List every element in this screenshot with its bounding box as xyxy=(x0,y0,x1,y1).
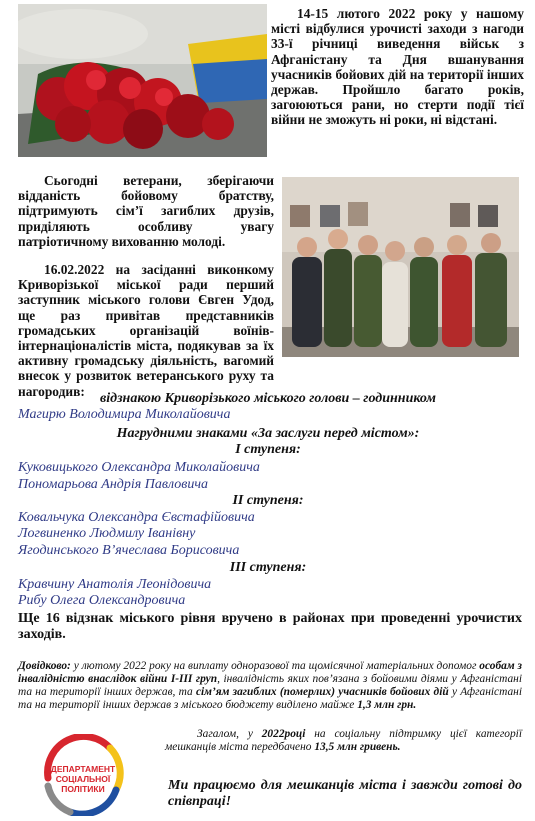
group-illustration xyxy=(282,177,519,357)
award-mayor-heading: відзнакою Криворізького міського голови – годинником xyxy=(100,391,436,406)
award-mayor-recipient: Магирю Володимира Миколайовича xyxy=(18,407,231,422)
flowers-photo xyxy=(18,4,267,157)
degree-3-name: Рибу Олега Олександровича xyxy=(18,593,186,608)
veterans-paragraph: Сьогодні ветерани, зберігаючи відданість бойовому братству, підтримують сім’ї загиблих друзів, приділяють особливу увагу патріотичному вихованню молоді. xyxy=(18,173,274,249)
degree-2-heading: II ступеня: xyxy=(232,493,304,508)
degree-3-name: Кравчину Анатолія Леонідовича xyxy=(18,577,212,592)
degree-2-name: Логвиненко Людмилу Іванівну xyxy=(18,526,196,541)
note-text: у Афганістані та на території інших держав з міського бюджету виділено майже xyxy=(18,686,522,711)
department-logo xyxy=(40,734,126,816)
awards-total-paragraph: Ще 16 відзнак міського рівня вручено в районах при проведенні урочистих заходів. xyxy=(18,611,522,642)
note-emphasis: сім’ям загиблих (померлих) учасників бойових дій xyxy=(195,686,449,698)
flowers-illustration xyxy=(18,4,267,157)
degree-1-name: Пономарьова Андрія Павловича xyxy=(18,477,209,492)
note-sum: 13,5 млн гривень. xyxy=(314,741,401,753)
degree-1-name: Куковицького Олександра Миколайовича xyxy=(18,460,260,475)
note-emphasis: особам з інвалідністю внаслідок війни I-III груп xyxy=(18,660,522,685)
closing-statement: Ми працюємо для мешканців міста і завжди готові до співпраці! xyxy=(168,778,522,809)
logo-line-2: СОЦІАЛЬНОЇ xyxy=(55,774,111,784)
note-text: , інвалідність яких пов’язана з бойовими діями у Афганістані та на території інших держав, та xyxy=(18,673,522,698)
degree-2-name: Ягодинського В’ячеслава Борисовича xyxy=(18,543,240,558)
note-label: Довідково: xyxy=(18,660,71,672)
reference-note xyxy=(18,660,522,712)
logo-line-1: ДЕПАРТАМЕНТ xyxy=(50,764,116,774)
total-note xyxy=(165,728,522,754)
meeting-paragraph: 16.02.2022 на засіданні виконкому Криворізької міської ради перший заступник міського голови Євген Удод, ще раз привітав представників громадських організацій воїнів-інтернаціоналістів міста, подякував за їх активну громадську діяльність, вагомий внесок у розвиток ветеранського руху та нагородив: xyxy=(18,262,274,399)
note-text: Загалом, у xyxy=(197,728,262,740)
degree-1-heading: I ступеня: xyxy=(235,442,301,457)
veterans-group-photo xyxy=(282,177,519,357)
note-text: у лютому 2022 року на виплату одноразової та щомісячної матеріальних допомог xyxy=(70,660,480,672)
logo-line-3: ПОЛІТИКИ xyxy=(61,784,105,794)
note-sum: 1,3 млн грн. xyxy=(357,699,417,711)
award-badges-heading: Нагрудними знаками «За заслуги перед містом»: xyxy=(116,426,420,441)
intro-paragraph: 14-15 лютого 2022 року у нашому місті відбулися урочисті заходи з нагоди 33-ї річниці виведення військ з Афганістану та Дня вшанування учасників бойових дій на території інших держав. Пройшло багато років, загоюються рани, но стерти події тієї війни не зможуть ні роки, ні відстані. xyxy=(271,6,524,128)
note-year: 2022році xyxy=(261,728,306,740)
degree-3-heading: III ступеня: xyxy=(229,560,307,575)
note-text: на соціальну підтримку цієї категорії мешканців міста передбачено xyxy=(165,728,522,753)
degree-2-name: Ковальчука Олександра Євстафійовича xyxy=(18,510,255,525)
logo-emblem xyxy=(40,734,126,816)
